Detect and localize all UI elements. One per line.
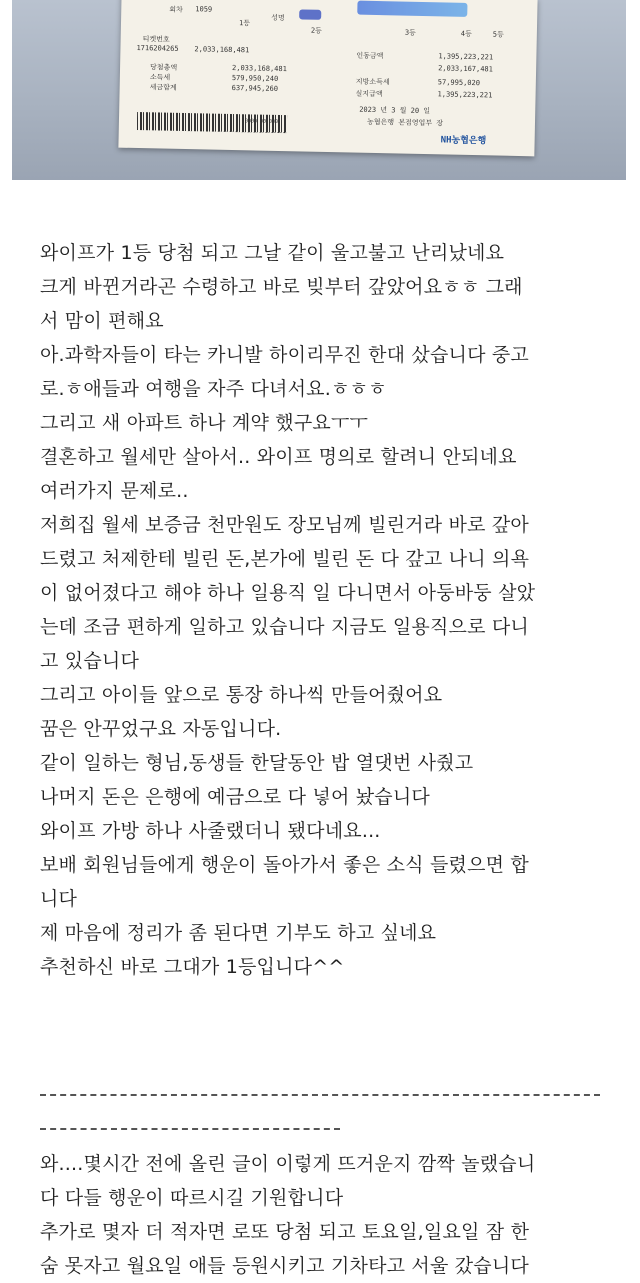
receipt-ticket-no-label: 티켓번호 xyxy=(142,35,170,44)
post-line: 와이프 가방 하나 사줄랬더니 됐다네요... xyxy=(40,820,381,842)
receipt-round-label: 회차 xyxy=(169,5,183,14)
lottery-receipt xyxy=(118,0,537,156)
receipt-ticket-no: 1716204265 xyxy=(136,43,179,53)
receipt-right-val4: 1,395,223,221 xyxy=(437,90,493,100)
receipt-label-tax: 소득세 xyxy=(149,73,171,82)
post-addendum xyxy=(40,1147,610,1283)
dashed-divider xyxy=(40,1128,340,1130)
receipt-right-label1: 인동금액 xyxy=(356,51,384,61)
addendum-line: 추가로 몇자 더 적자면 로또 당첨 되고 토요일,일요일 잠 한 xyxy=(40,1221,530,1243)
receipt-right-label3: 실지급액 xyxy=(355,89,383,99)
post-line: 로.ㅎ애들과 여행을 자주 다녀서요.ㅎㅎㅎ xyxy=(40,378,387,400)
post-line: 꿈은 안꾸었구요 자동입니다. xyxy=(40,718,282,740)
receipt-right-val3: 57,995,020 xyxy=(437,78,481,88)
redaction-mark xyxy=(299,9,321,19)
post-line: 그리고 아이들 앞으로 통장 하나씩 만들어줬어요 xyxy=(40,684,443,706)
nh-bank-logo: NH농협은행 xyxy=(440,135,487,147)
addendum-line: 다 다들 행운이 따르시길 기원합니다 xyxy=(40,1187,344,1209)
receipt-bank: 농협은행 본점영업부 장 xyxy=(366,117,444,128)
receipt-right-label2: 지방소득세 xyxy=(355,77,390,87)
lottery-ticket-photo xyxy=(12,0,626,180)
post-line: 제 마음에 정리가 좀 된다면 기부도 하고 싶네요 xyxy=(40,922,437,944)
receipt-col-rank4: 4등 xyxy=(460,29,472,39)
receipt-label-total: 당첨총액 xyxy=(149,63,178,72)
receipt-col-rank2: 2등 xyxy=(310,26,322,35)
post-body xyxy=(40,236,610,984)
addendum-line: 숨 못자고 월요일 애들 등원시키고 기차타고 서울 갔습니다 xyxy=(40,1255,529,1277)
post-line: 니다 xyxy=(40,888,78,910)
post-line: 여러가지 문제로.. xyxy=(40,480,189,502)
post-line: 결혼하고 월세만 살아서.. 와이프 명의로 할려니 안되네요 xyxy=(40,446,517,468)
post-line: 이 없어졌다고 해야 하나 일용직 일 다니면서 아둥바둥 살았 xyxy=(40,582,536,604)
post-line: 와이프가 1등 당첨 되고 그날 같이 울고불고 난리났네요 xyxy=(40,242,505,264)
receipt-label-after: 세금합계 xyxy=(149,83,177,92)
receipt-right-val2: 2,033,167,481 xyxy=(438,64,493,74)
post-line: 그리고 새 아파트 하나 계약 했구요ㅜㅜ xyxy=(40,412,369,434)
receipt-after: 637,945,260 xyxy=(231,83,279,93)
post-line: 저희집 월세 보증금 천만원도 장모님께 빌린거라 바로 갚아 xyxy=(40,514,529,536)
receipt-col-rank5: 5등 xyxy=(492,30,504,39)
post-line: 고 있습니다 xyxy=(40,650,140,672)
post-line: 아.과학자들이 타는 카니발 하이리무진 한대 샀습니다 중고 xyxy=(40,344,529,366)
receipt-right-val1: 1,395,223,221 xyxy=(438,52,494,62)
receipt-serial: 0000 00 000 xyxy=(244,118,279,125)
post-line: 서 맘이 편해요 xyxy=(40,310,164,332)
redaction-mark xyxy=(357,1,467,17)
receipt-date: 2023 년 3 월 20 일 xyxy=(359,105,431,116)
post-line: 나머지 돈은 은행에 예금으로 다 넣어 놨습니다 xyxy=(40,786,430,808)
post-line: 보배 회원님들에게 행운이 돌아가서 좋은 소식 들렸으면 합 xyxy=(40,854,529,876)
receipt-tax: 579,950,240 xyxy=(231,73,279,83)
receipt-col-rank1: 1등 xyxy=(238,19,251,28)
post-line: 추천하신 바로 그대가 1등입니다^^ xyxy=(40,956,345,978)
post-line: 같이 일하는 형님,동생들 한달동안 밥 열댓번 사줬고 xyxy=(40,752,474,774)
receipt-col-name: 성명 xyxy=(271,13,285,23)
dashed-divider xyxy=(40,1094,600,1096)
post-line: 크게 바뀐거라곤 수령하고 바로 빚부터 갚았어요ㅎㅎ 그래 xyxy=(40,276,523,298)
post-line: 는데 조금 편하게 일하고 있습니다 지금도 일용직으로 다니 xyxy=(40,616,529,638)
receipt-prize-amount: 2,033,168,481 xyxy=(194,45,250,55)
receipt-col-rank3: 3등 xyxy=(404,28,416,37)
addendum-line: 와....몇시간 전에 올린 글이 이렇게 뜨거운지 깜짝 놀랬습니 xyxy=(40,1153,536,1175)
post-line: 드렸고 처제한테 빌린 돈,본가에 빌린 돈 다 갚고 나니 의욕 xyxy=(40,548,530,570)
receipt-round: 1059 xyxy=(195,5,213,14)
receipt-total: 2,033,168,481 xyxy=(232,63,287,74)
